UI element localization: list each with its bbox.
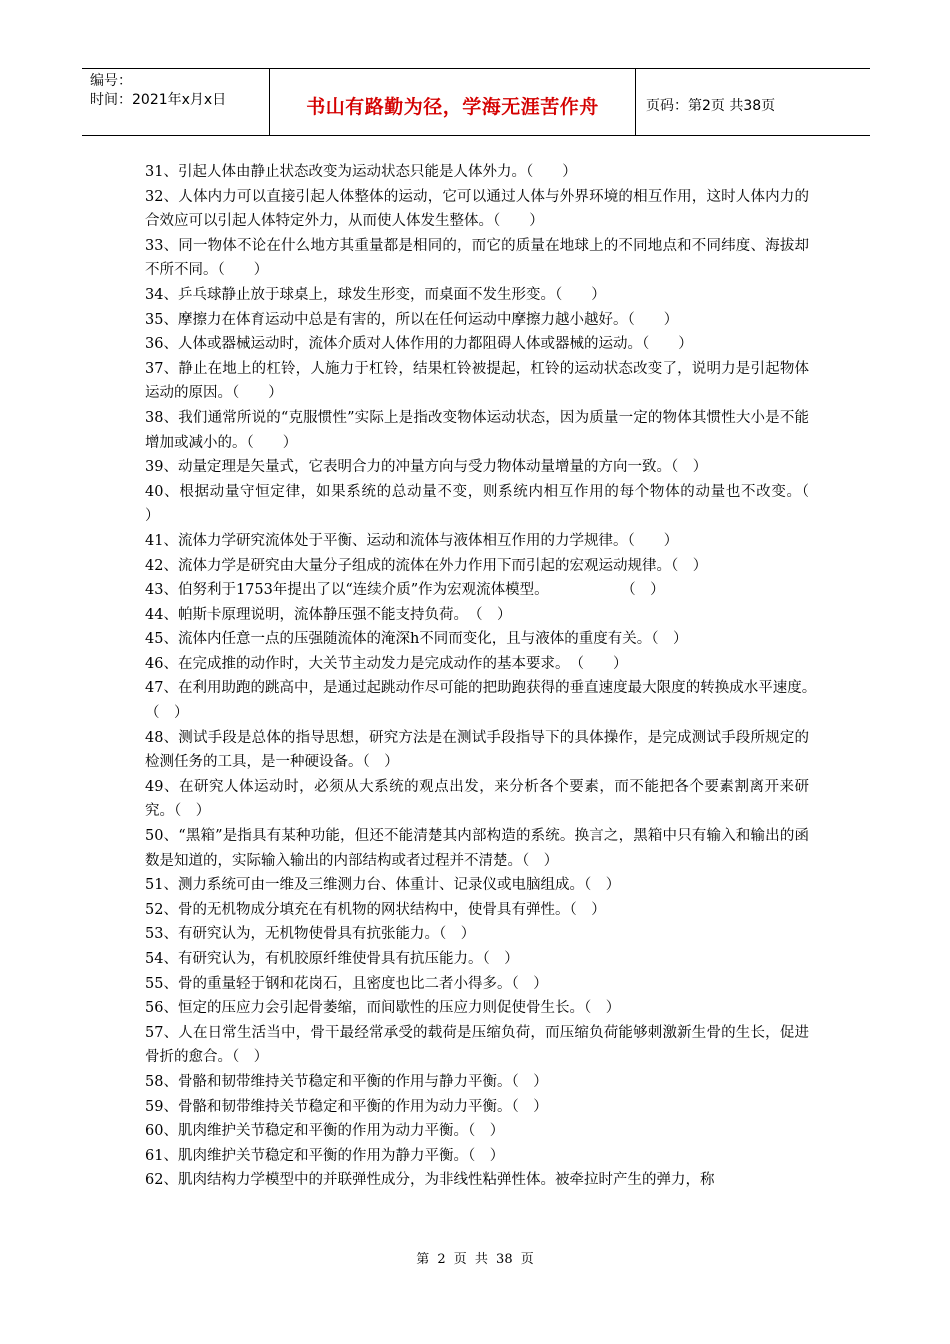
question-item: 50、“黑箱”是指具有某种功能，但还不能清楚其内部构造的系统。换言之，黑箱中只有输入和输出的函数是知道的，实际输入输出的内部结构或者过程并不清楚。（ ） bbox=[145, 828, 809, 869]
question-item: 34、乒乓球静止放于球桌上，球发生形变，而桌面不发生形变。（ ） bbox=[145, 286, 606, 303]
question-item: 56、恒定的压应力会引起骨萎缩，而间歇性的压应力则促使骨生长。（ ） bbox=[145, 1000, 621, 1017]
question-item: 51、测力系统可由一维及三维测力台、体重计、记录仪或电脑组成。（ ） bbox=[145, 877, 621, 894]
question-item: 55、骨的重量轻于钢和花岗石，且密度也比二者小得多。（ ） bbox=[145, 975, 548, 992]
question-item: 46、在完成推的动作时，大关节主动发力是完成动作的基本要求。 （ ） bbox=[145, 655, 628, 672]
header-page-info: 页码：第2页 共38页 bbox=[646, 98, 776, 114]
question-item: 41、流体力学研究流体处于平衡、运动和流体与液体相互作用的力学规律。（ ） bbox=[145, 532, 679, 549]
header-meta bbox=[82, 69, 270, 135]
question-item: 38、我们通常所说的“克服惯性”实际上是指改变物体运动状态，因为质量一定的物体其惯性大小是不能增加或减小的。（ ） bbox=[145, 409, 809, 451]
question-item: 31、引起人体由静止状态改变为运动状态只能是人体外力。（ ） bbox=[145, 164, 577, 180]
question-item: 44、帕斯卡原理说明，流体静压强不能支持负荷。 （ ） bbox=[145, 606, 512, 623]
question-item: 48、测试手段是总体的指导思想，研究方法是在测试手段指导下的具体操作，是完成测试手段所规定的检测任务的工具，是一种硬设备。（ ） bbox=[145, 729, 809, 771]
question-item: 39、动量定理是矢量式，它表明合力的冲量方向与受力物体动量增量的方向一致。（ ） bbox=[145, 459, 708, 476]
question-item: 45、流体内任意一点的压强随流体的淹深h不同而变化，且与液体的重度有关。（ ） bbox=[145, 631, 688, 648]
question-item: 52、骨的无机物成分填充在有机物的网状结构中，使骨具有弹性。（ ） bbox=[145, 901, 606, 918]
question-item: 57、人在日常生活当中，骨干最经常承受的载荷是压缩负荷，而压缩负荷能够刺激新生骨的生长，促进骨折的愈合。（ ） bbox=[145, 1024, 809, 1066]
question-item: 58、骨骼和韧带维持关节稳定和平衡的作用与静力平衡。（ ） bbox=[145, 1073, 548, 1090]
page-header bbox=[82, 68, 870, 136]
question-item: 36、人体或器械运动时，流体介质对人体作用的力都阻碍人体或器械的运动。（ ） bbox=[145, 336, 693, 353]
question-item: 59、骨骼和韧带维持关节稳定和平衡的作用为动力平衡。（ ） bbox=[145, 1098, 548, 1115]
question-item: 47、在利用助跑的跳高中，是通过起跳动作尽可能的把助跑获得的垂直速度最大限度的转换成水平速度。 （ ） bbox=[145, 680, 824, 722]
question-list bbox=[145, 160, 838, 1193]
question-item: 40、根据动量守恒定律，如果系统的总动量不变，则系统内相互作用的每个物体的动量也不改变。（ ） bbox=[145, 483, 838, 525]
page-footer: 第 2 页 共 38 页 bbox=[416, 1252, 534, 1267]
question-item: 37、静止在地上的杠铃，人施力于杠铃，结果杠铃被提起，杠铃的运动状态改变了，说明力是引起物体运动的原因。（ ） bbox=[145, 360, 809, 402]
question-item: 62、肌肉结构力学模型中的并联弹性成分，为非线性粘弹性体。被牵拉时产生的弹力，称 bbox=[145, 1172, 715, 1189]
question-item: 32、人体内力可以直接引起人体整体的运动，它可以通过人体与外界环境的相互作用，这时人体内力的合效应可以引起人体特定外力，从而使人体发生整体。（ ） bbox=[145, 188, 809, 230]
question-item: 43、伯努利于1753年提出了以“连续介质”作为宏观流体模型。 （ ） bbox=[145, 582, 665, 599]
number-label: 编号： bbox=[90, 73, 132, 89]
question-item: 53、有研究认为，无机物使骨具有抗张能力。（ ） bbox=[145, 926, 476, 943]
question-item: 49、在研究人体运动时，必须从大系统的观点出发，来分析各个要素，而不能把各个要素割离开来研究。（ ） bbox=[145, 778, 809, 820]
question-item: 33、同一物体不论在什么地方其重量都是相同的，而它的质量在地球上的不同地点和不同纬度、海拔却不所不同。（ ） bbox=[145, 237, 809, 279]
header-motto: 书山有路勤为径，学海无涯苦作舟 bbox=[270, 69, 636, 135]
question-item: 35、摩擦力在体育运动中总是有害的，所以在任何运动中摩擦力越小越好。（ ） bbox=[145, 311, 679, 328]
question-item: 60、肌肉维护关节稳定和平衡的作用为动力平衡。（ ） bbox=[145, 1123, 505, 1140]
date-label: 时间：2021年x月x日 bbox=[90, 92, 227, 108]
question-item: 42、流体力学是研究由大量分子组成的流体在外力作用下而引起的宏观运动规律。（ ） bbox=[145, 557, 708, 574]
question-item: 54、有研究认为，有机胶原纤维使骨具有抗压能力。（ ） bbox=[145, 951, 519, 967]
question-item: 61、肌肉维护关节稳定和平衡的作用为静力平衡。（ ） bbox=[145, 1147, 505, 1164]
